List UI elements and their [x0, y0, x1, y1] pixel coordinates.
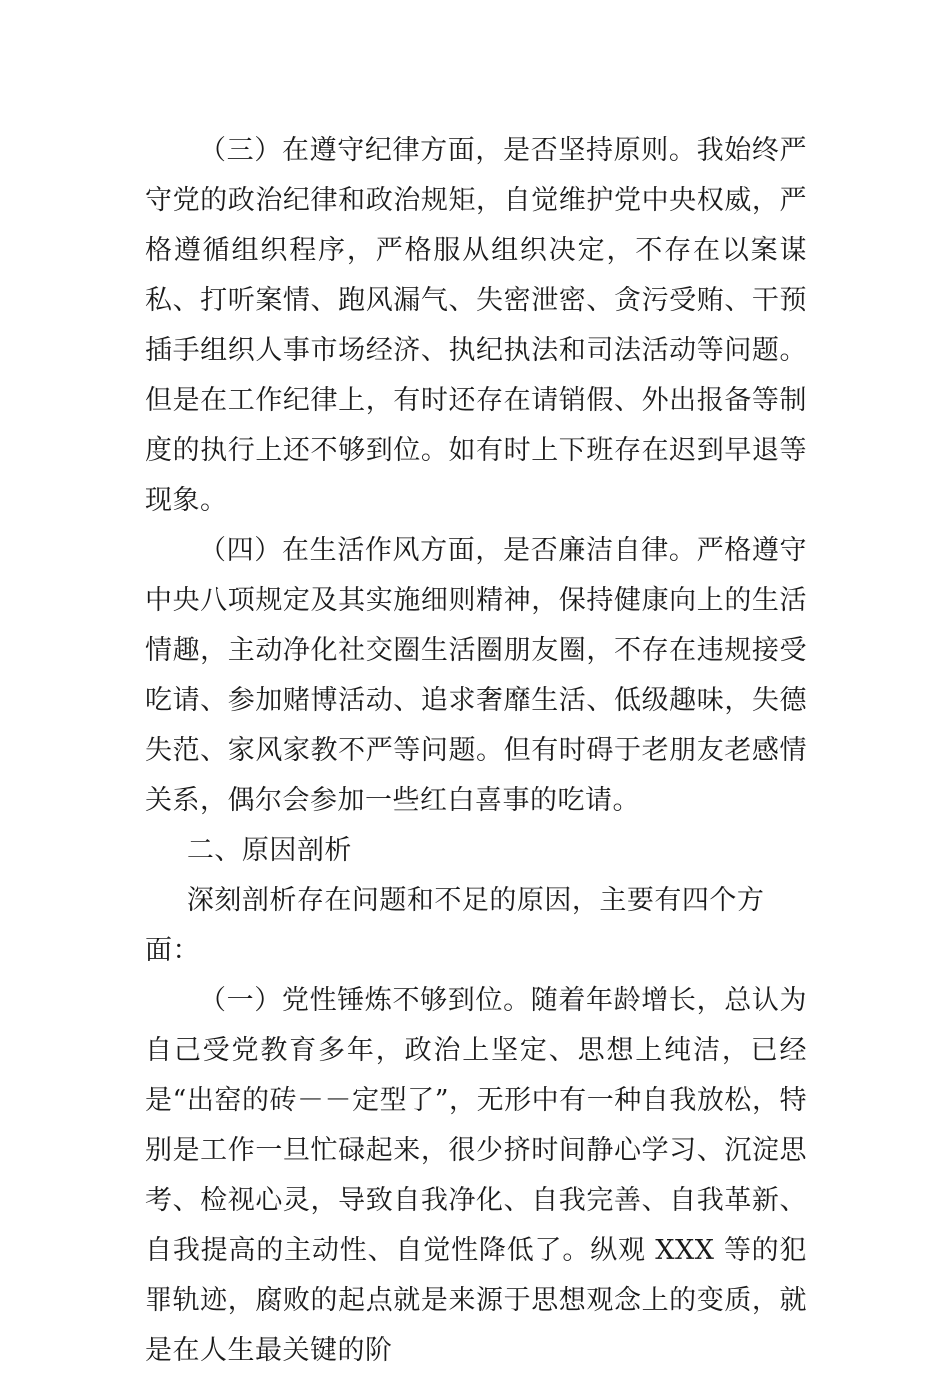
paragraph-lifestyle: （四）在生活作风方面，是否廉洁自律。严格遵守中央八项规定及其实施细则精神，保持健康向上的生活情趣，主动净化社交圈生活圈朋友圈，不存在违规接受吃请、参加赌博活动、追求奢靡生活、低级趣味，失德失范、家风家教不严等问题。但有时碍于老朋友老感情关系，偶尔会参加一些红白喜事的吃请。 [145, 535, 807, 816]
section-heading-cause-analysis: 二、原因剖析 [186, 835, 352, 866]
paragraph-discipline: （三）在遵守纪律方面，是否坚持原则。我始终严守党的政治纪律和政治规矩，自觉维护党中央权威，严格遵循组织程序，严格服从组织决定，不存在以案谋私、打听案情、跑风漏气、失密泄密、贪污受贿、干预插手组织人事市场经济、执纪执法和司法活动等问题。但是在工作纪律上，有时还存在请销假、外出报备等制度的执行上还不够到位。如有时上下班存在迟到早退等现象。 [145, 135, 807, 516]
paragraph-intro: 深刻剖析存在问题和不足的原因，主要有四个方面： [145, 885, 765, 966]
document-body [145, 126, 807, 1376]
paragraph-party-spirit: （一）党性锤炼不够到位。随着年龄增长，总认为自己受党教育多年，政治上坚定、思想上纯洁，已经是“出窑的砖－－定型了”，无形中有一种自我放松，特别是工作一旦忙碌起来，很少挤时间静心学习、沉淀思考、检视心灵，导致自我净化、自我完善、自我革新、自我提高的主动性、自觉性降低了。纵观 XXX 等的犯罪轨迹，腐败的起点就是来源于思想观念上的变质，就是在人生最关键的阶 [145, 985, 807, 1366]
